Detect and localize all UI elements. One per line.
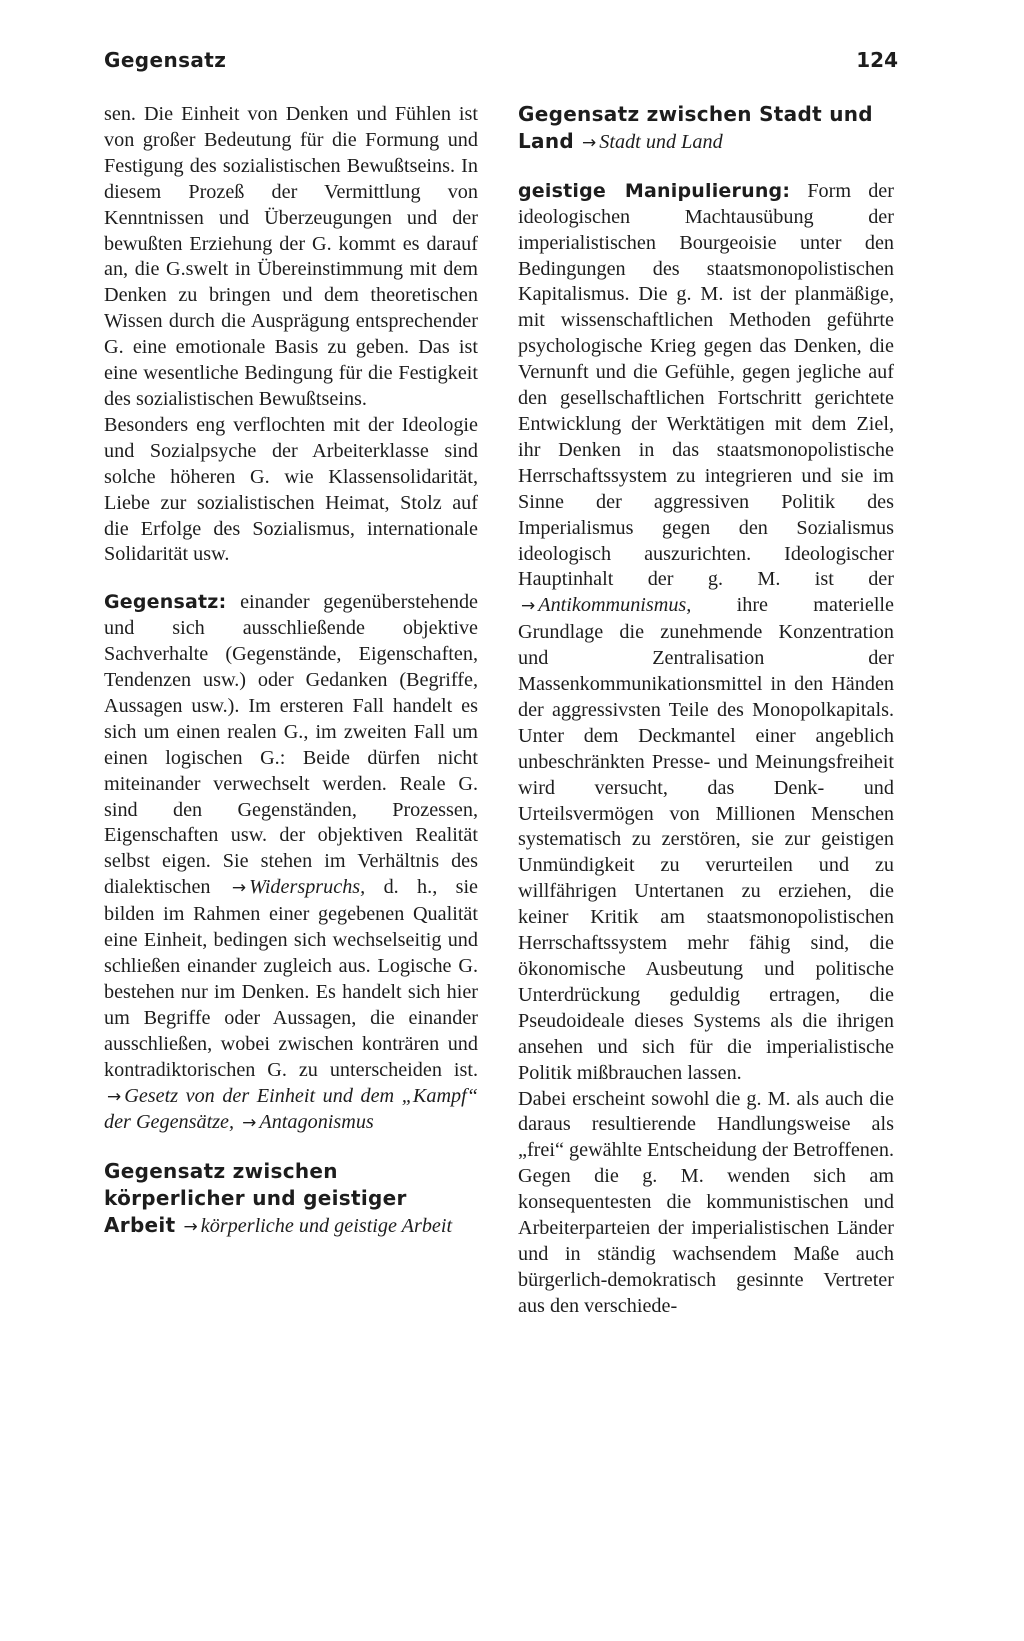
running-head: Gegensatz — [104, 48, 227, 72]
entry-keyword: Gegensatz: — [104, 591, 227, 614]
cross-reference-arrow-icon: → — [183, 1217, 198, 1238]
page-number: 124 — [856, 48, 898, 72]
entry-text: Form der ideologischen Machtausübung der imperialistischen Bourgeoisie unter den Bedingungen des staatsmonopolistischen Kapitalismus. Die g. M. ist der planmäßige, mit wissenschaftlichen Methoden geführte psychologische Krieg gegen das Denken, die Vernunft und die Gefühle, gegen jegliche auf den gesellschaftlichen Fortschritt gerichtete Entwicklung der Werktätigen mit dem Ziel, ihr Denken in das staatsmonopolistische Herrschaftssystem zu integrieren und sie im Sinne der aggressiven Politik des Imperialismus gegen den Sozialismus ideologisch auszurichten. Ideologischer Hauptinhalt der g. M. ist der — [518, 179, 894, 591]
cross-reference-link[interactable]: Antikommunismus, — [538, 594, 692, 617]
entry-paragraph: Dabei erscheint sowohl die g. M. als auch die daraus resultierende Handlungsweise als „frei“ gewählte Entscheidung der Betroffenen. Gegen die g. M. wenden sich am konsequentesten die kommunistischen und Arbeiterparteien der imperialistischen Länder und in ständig wachsendem Maße auch bürgerlich-demokratisch gesinnte Vertreter aus den verschiede- — [518, 1087, 894, 1317]
entry-text: d. h., sie bilden im Rahmen einer gegebenen Qualität eine Einheit, bedingen sich wechselseitig und schließen einander zugleich aus. Logische G. bestehen nur im Denken. Es handelt sich hier um Begriffe oder Aussagen, die einander ausschließen, wobei zwischen konträren und kontradiktorischen G. zu unterscheiden ist. — [104, 876, 479, 1081]
cross-reference-link[interactable]: körperliche und geistige Arbeit — [200, 1215, 453, 1238]
cross-reference-link[interactable]: Widerspruchs, — [249, 876, 366, 899]
entry-keyword: Gegensatz zwischen Stadt und Land — [518, 102, 873, 153]
entry-arbeit — [104, 1159, 478, 1241]
entry-keyword: geistige Manipulierung: — [518, 179, 791, 202]
entry-manipulierung — [518, 179, 894, 1087]
cross-reference-arrow-icon: → — [107, 1086, 122, 1107]
cross-reference-link[interactable]: Stadt und Land — [599, 130, 723, 153]
cross-reference-arrow-icon: → — [521, 596, 536, 617]
entry-stadt-land — [518, 102, 894, 157]
entry-spacer — [518, 157, 894, 179]
entry-text: einander gegenüberstehende und sich ausschließende objektive Sachverhalte (Gegenstände, Eigenschaften, Tendenzen usw.) oder Gedanken (Begriffe, Aussagen usw.). Im ersteren Fall handelt es sich um einen realen G., im zweiten Fall um einen logischen G.: Beide dürfen nicht miteinander verwechselt werden. Reale G. sind den Gegenständen, Prozessen, Eigenschaften usw. der objektiven Realität selbst eigen. Sie stehen im Verhältnis des dialektischen — [104, 591, 478, 899]
entry-gegensatz — [104, 590, 478, 1137]
entry-spacer — [104, 568, 478, 590]
cross-reference-link[interactable]: Antagonismus — [259, 1111, 374, 1134]
cross-reference-arrow-icon: → — [231, 878, 247, 899]
left-column — [104, 102, 478, 1241]
entry-text: ihre materielle Grundlage die zunehmende Konzentration und Zentralisation der Massenkommunikationsmittel in den Händen der aggressivsten Teile des Monopolkapitals. Unter dem Deckmantel einer angeblich unbeschränkten Presse- und Meinungsfreiheit wird versucht, das Denk- und Urteilsvermögen von Millionen Menschen systematisch zu zerstören, sie zur geistigen Unmündigkeit zu verurteilen und zu willfährigen Untertanen zu erziehen, die keiner Kritik am staatsmonopolistischen Herrschaftssystem mehr fähig sind, die ökonomische Ausbeutung und politische Unterdrückung geduldig ertragen, die Pseudoideale dieses Systems als die ihrigen ansehen und sich für die imperialistische Politik mißbrauchen lassen. — [518, 594, 894, 1084]
continuation-paragraph-2: Besonders eng verflochten mit der Ideologie und Sozialpsyche der Arbeiterklasse sind solche höheren G. wie Klassensolidarität, Liebe zur sozialistischen Heimat, Stolz auf die Erfolge des Sozialismus, internationale Solidarität usw. — [104, 413, 478, 566]
continuation-paragraph: sen. Die Einheit von Denken und Fühlen ist von großer Bedeutung für die Formung und Festigung des sozialistischen Bewußtseins. In diesem Prozeß der Vermittlung von Kenntnissen und Überzeugungen und der bewußten Erziehung der G. kommt es darauf an, die G.swelt in Übereinstimmung mit dem Denken zu bringen und dem theoretischen Wissen durch die Ausprägung entsprechender G. eine emotionale Basis zu geben. Das ist eine wesentliche Bedingung für die Festigkeit des sozialistischen Bewußtseins. — [104, 103, 478, 410]
right-column — [518, 102, 894, 1320]
entry-keyword: Gegensatz zwischen körperlicher und geistiger Arbeit — [104, 1159, 407, 1238]
cross-reference-arrow-icon: → — [582, 132, 597, 153]
cross-reference-arrow-icon: → — [242, 1113, 257, 1134]
cross-reference-link[interactable]: Gesetz von der Einheit und dem „Kampf“ der Gegensätze, — [104, 1084, 478, 1134]
